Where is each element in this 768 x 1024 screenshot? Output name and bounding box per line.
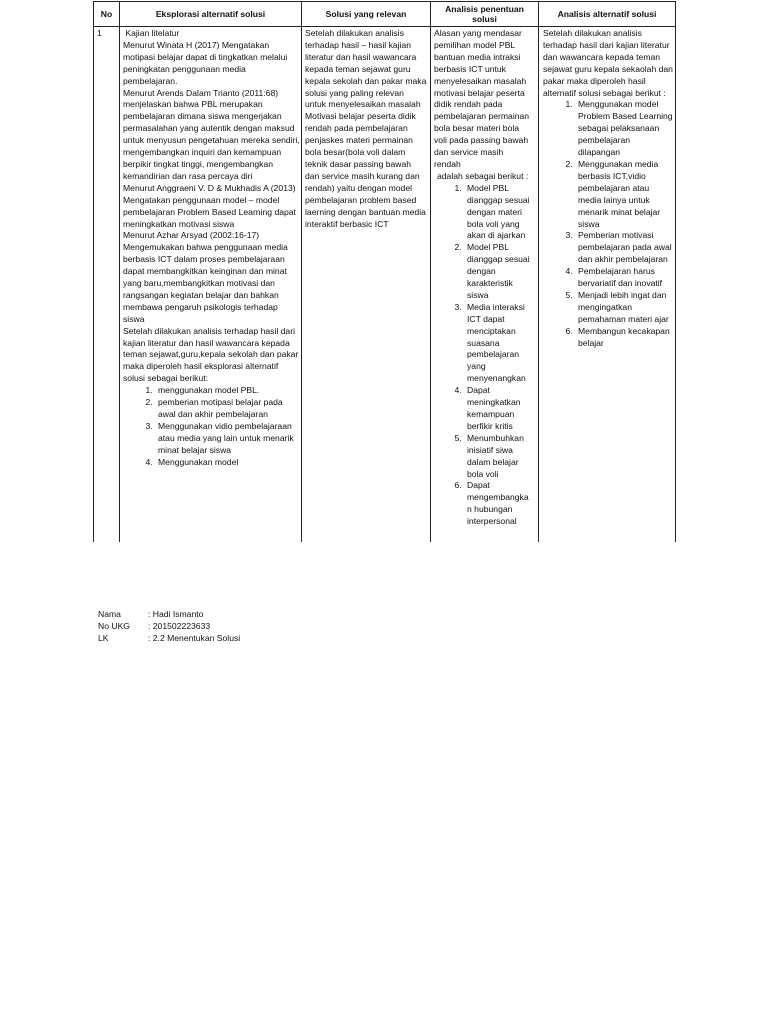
list-item: 4. Menggunakan model bbox=[155, 457, 301, 469]
list-item: 2. pemberian motipasi belajar pada awal dan akhir pembelajaran bbox=[155, 397, 301, 421]
list-item: 4. Pembelajaran harus bervariatif dan inovatif bbox=[575, 266, 673, 290]
cell-solusi bbox=[305, 28, 427, 542]
penentuan-list bbox=[434, 183, 532, 528]
header-eksplorasi: Eksplorasi alternatif solusi bbox=[155, 8, 266, 19]
ukg-label: No UKG bbox=[98, 621, 130, 631]
eksplorasi-list bbox=[123, 385, 301, 468]
header-analisis-alternatif: Analisis alternatif solusi bbox=[557, 8, 657, 19]
eksplorasi-paragraph: Menurut Winata H (2017) Mengatakan motipasi belajar dapat di tingkatkan melalui peningkatan penggunaan media pembelajaran. bbox=[123, 39, 288, 86]
cell-no: 1 bbox=[97, 28, 102, 38]
identity-block bbox=[98, 608, 240, 644]
eksplorasi-paragraph: Kajian litelatur bbox=[123, 28, 180, 38]
list-item: 5. Menjadi lebih ingat dan mengingatkan pemahaman materi ajar bbox=[575, 290, 673, 326]
list-item: 3. Media interaksi ICT dapat menciptakan suasana pembelajaran yang menyenangkan bbox=[464, 302, 532, 385]
column-divider bbox=[538, 2, 539, 542]
nama-label: Nama bbox=[98, 609, 121, 619]
lk-value: : 2.2 Menentukan Solusi bbox=[148, 633, 241, 643]
eksplorasi-paragraph: Menurut Azhar Arsyad (2002:16-17) Mengemukakan bahwa penggunaan media berbasis ICT dalam proses pembelajaraan dapat membangkitkan keinginan dan minat yang baru,membangkitkan motivasi dan rangsangan kegiatan belajar dan bahkan membawa pengaruh psikologis terhadap siswa bbox=[123, 230, 288, 324]
solusi-text: Setelah dilakukan analisis terhadap hasil – hasil kajian literatur dan hasil wawancara kepada teman sejawat guru kepala sekolah dan pakar maka solusi yang paling relevan untuk menyelesaikan masalah Motivasi belajar peserta didik rendah pada pembelajaran penjaskes materi permainan bola besar(bola voli dalam teknik dasar passing bawah dan service masih kurang dan rendah) yaitu dengan model pembelajaran problem based laerning dengan bantuan media interaktif berbasic ICT bbox=[305, 28, 427, 229]
eksplorasi-paragraph: Menurut Arends Dalam Trianto (2011:68) menjelaskan bahwa PBL merupakan pembelajaran dimana siswa mengerjakan permasalahan yang autentik dengan maksud untuk menyusun pengetahuan mereka sendiri, mengembangkan inquiri dan kemampuan berpikir tingkat tinggi, mengembangkan kemandirian dan rasa percaya diri bbox=[123, 87, 300, 181]
column-divider bbox=[119, 2, 120, 542]
column-divider bbox=[301, 2, 302, 542]
list-item: 3. Pemberian motivasi pembelajaran pada awal dan akhir pembelajaran bbox=[575, 230, 673, 266]
list-item: 1. Model PBL dianggap sesuai dengan materi bola voli yang akan di ajarkan bbox=[464, 183, 532, 243]
cell-analisis-penentuan bbox=[434, 28, 532, 542]
alternatif-list bbox=[543, 99, 673, 349]
list-item: 1. Menggunakan model Problem Based Learning sebagai pelaksanaan pembelajaran dilapangan bbox=[575, 99, 673, 159]
identity-row-nama bbox=[98, 608, 240, 620]
header-solusi: Solusi yang relevan bbox=[325, 8, 407, 19]
eksplorasi-paragraph: Setelah dilakukan analisis terhadap hasil dari kajian literatur dan hasil wawancara kepada teman sejawat,guru,kepala sekolah dan pakar maka diperoleh hasil eksplorasi alternatif solusi sebagai berikut: bbox=[123, 325, 299, 384]
list-item: 1. menggunakan model PBL. bbox=[155, 385, 301, 397]
identity-row-lk bbox=[98, 632, 240, 644]
list-item: 2. Menggunakan media berbasis ICT,vidio pembelajaran atau media lainya untuk menarik minat belajar siswa bbox=[575, 159, 673, 230]
alternatif-intro: Setelah dilakukan analisis terhadap hasil dari kajian literatur dan wawancara kepada teman sejawat guru kepala sekaolah dan pakar maka diperoleh hasil alternatif solusi sebagai berikut : bbox=[543, 28, 673, 98]
list-item: 6. Dapat mengembangka n hubungan interpersonal bbox=[464, 480, 532, 528]
column-divider bbox=[430, 2, 431, 542]
cell-analisis-alternatif bbox=[543, 28, 673, 542]
penentuan-intro: Alasan yang mendasar pemilihan model PBL bantuan media intraksi berbasis ICT untuk menyelesaikan masalah motivasi belajar peserta didik rendah pada pembelajaran permainan bola besar materi bola voli pada passing bawah dan service masih rendah bbox=[434, 28, 530, 169]
nama-value: : Hadi Ismanto bbox=[148, 609, 204, 619]
list-item: 6. Membangun kecakapan belajar bbox=[575, 326, 673, 350]
header-analisis-penentuan: Analisis penentuan solusi bbox=[445, 3, 524, 24]
list-item: 2. Model PBL dianggap sesuai dengan karakteristik siswa bbox=[464, 242, 532, 302]
ukg-value: : 201502223633 bbox=[148, 621, 211, 631]
eksplorasi-paragraph: Mengatakan penggunaan model – model pembelajaran Problem Based Learning dapat meningkatkan motivasi siswa bbox=[123, 194, 296, 229]
solution-table bbox=[93, 1, 676, 542]
header-no: No bbox=[100, 8, 113, 19]
identity-row-ukg bbox=[98, 620, 240, 632]
list-item: 4. Dapat meningkatkan kemampuan berfikir kritis bbox=[464, 385, 532, 433]
list-item: 3. Menggunakan vidio pembelajaraan atau media yang lain untuk menarik minat belajar siswa bbox=[155, 421, 301, 457]
penentuan-lead: adalah sebagai berikut : bbox=[437, 170, 529, 181]
lk-label: LK bbox=[98, 633, 109, 643]
eksplorasi-paragraph: Menurut Anggraeni V. D & Mukhadis A (2013) bbox=[123, 182, 296, 193]
list-item: 5. Menumbuhkan inisiatif siwa dalam belajar bola voli bbox=[464, 433, 532, 481]
cell-eksplorasi bbox=[123, 28, 301, 542]
